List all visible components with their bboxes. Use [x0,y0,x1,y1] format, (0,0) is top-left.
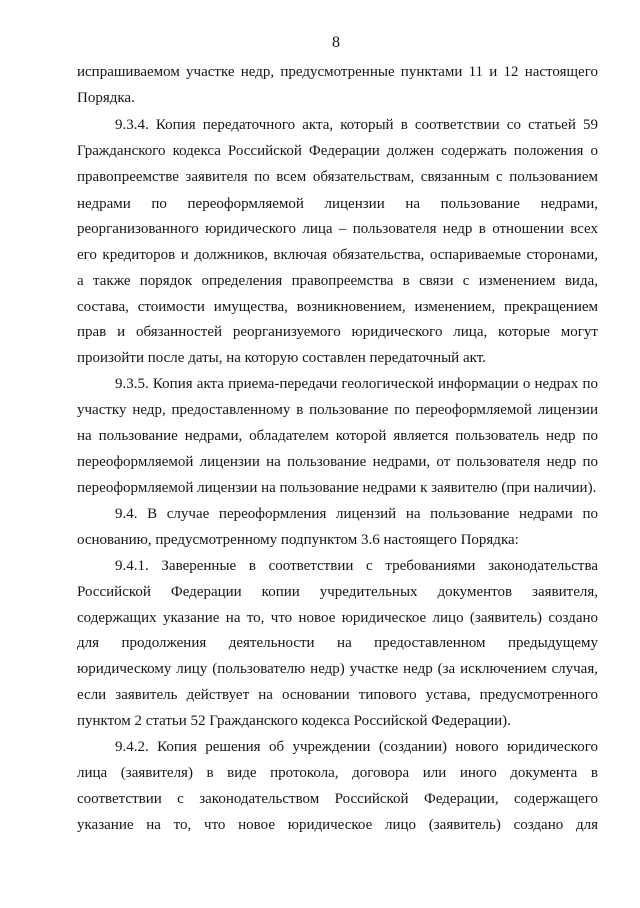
page-number: 8 [332,34,340,51]
text-line: его кредиторов и должников, включая обязательства, оспариваемые сторонами, [77,247,598,263]
text-line: недрами по переоформляемой лицензии на пользование недрами, [77,196,598,212]
text-line: основанию, предусмотренному подпунктом 3.6 настоящего Порядка: [77,532,519,548]
text-line: лица (заявителя) в виде протокола, договора или иного документа в [77,765,598,781]
text-line: юридическому лицу (пользователю недр) участке недр (за исключением случая, [77,661,598,677]
text-line: содержащих указание на то, что новое юридическое лицо (заявитель) создано [77,610,598,626]
text-line: переоформляемой лицензии на пользование недрами к заявителю (при наличии). [77,480,597,496]
text-line: 9.3.5. Копия акта приема-передачи геологической информации о недрах по [115,376,598,392]
text-line: прав и обязанностей реорганизуемого юридического лица, которые могут [77,324,598,340]
text-line: 9.4.2. Копия решения об учреждении (создании) нового юридического [115,739,598,755]
text-line: для продолжения деятельности на предоставленном предыдущему [77,635,598,651]
text-line: переоформляемой лицензии на пользование недрами, от пользователя недр по [77,454,598,470]
text-line: 9.4.1. Заверенные в соответствии с требованиями законодательства [115,558,598,574]
text-line: пунктом 2 статьи 52 Гражданского кодекса Российской Федерации). [77,713,511,729]
text-line: Российской Федерации копии учредительных документов заявителя, [77,584,598,600]
text-line: правопреемстве заявителя по всем обязательствам, связанным с пользованием [77,169,598,185]
text-line: 9.4. В случае переоформления лицензий на пользование недрами по [115,506,598,522]
text-line: а также порядок определения правопреемства в связи с изменением вида, [77,273,598,289]
text-line: реорганизованного юридического лица – пользователя недр в отношении всех [77,221,598,237]
text-line: произойти после даты, на которую составлен передаточный акт. [77,350,486,366]
text-line: 9.3.4. Копия передаточного акта, который в соответствии со статьей 59 [115,117,598,133]
text-line: указание на то, что новое юридическое лицо (заявитель) создано для [77,817,598,833]
text-line: Гражданского кодекса Российской Федерации должен содержать положения о [77,143,598,159]
text-line: состава, стоимости имущества, возникновением, изменением, прекращением [77,299,598,315]
text-line: на пользование недрами, обладателем которой является пользователь недр по [77,428,598,444]
text-line: испрашиваемом участке недр, предусмотренные пунктами 11 и 12 настоящего [77,64,598,80]
text-line: участку недр, предоставленному в пользование по переоформляемой лицензии [77,402,598,418]
text-line: Порядка. [77,90,135,106]
text-line: если заявитель действует на основании типового устава, предусмотренного [77,687,598,703]
text-line: соответствии с законодательством Российской Федерации, содержащего [77,791,598,807]
